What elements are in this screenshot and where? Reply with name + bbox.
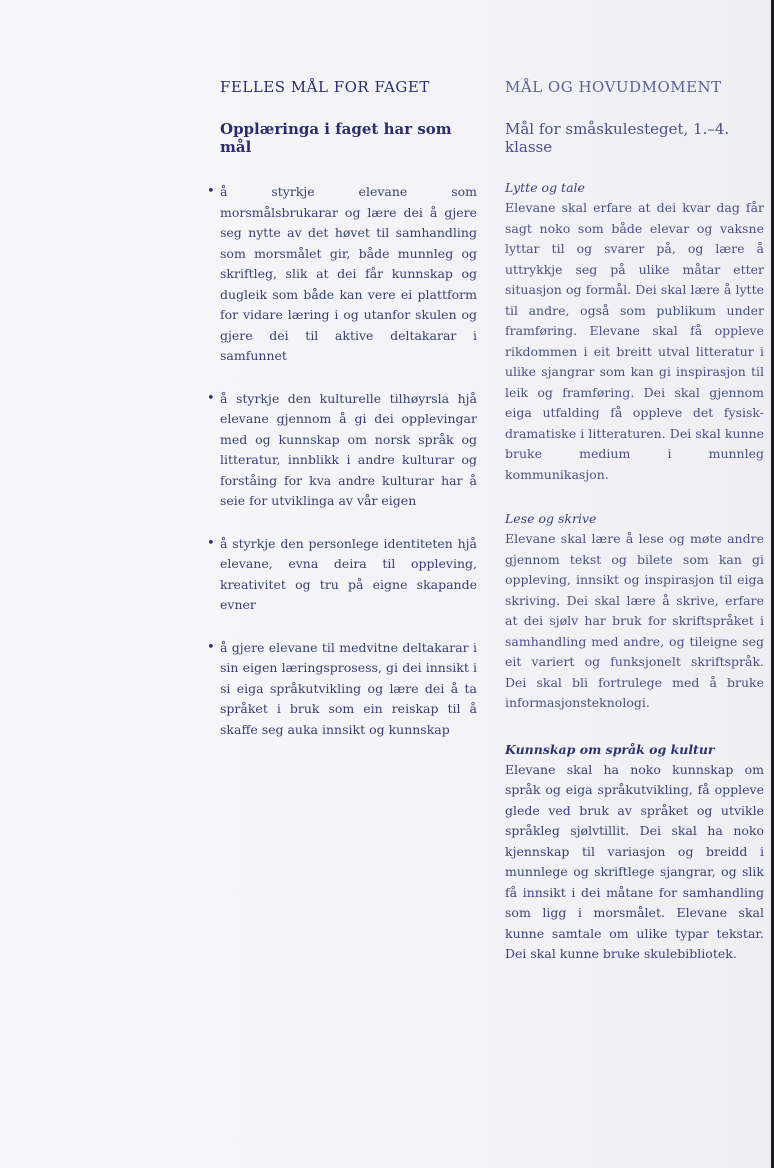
right-column [505, 78, 764, 965]
section-text: Elevane skal ha noko kunnskap om språk og eiga språkutvikling, få oppleve glede ved bruk av språket og utvikle språkleg sjølvtillit. Dei skal ha noko kjennskap til variasjon og breidd i munnlege og skriftlege sjangrar, og slik få innsikt i dei måtane for samhandling som ligg i morsmålet. Elevane skal kunne samtale om ulike typar tekstar. Dei skal kunne bruke skulebibliotek. [505, 761, 764, 961]
right-subheading: Mål for småskulesteget, 1.–4. klasse [505, 120, 730, 156]
section-text: Elevane skal erfare at dei kvar dag får sagt noko som både elevar og vaksne lyttar til og svarer på, og lære å uttrykkje seg på ulike måtar etter situasjon og formål. Dei skal lære å lytte til andre, også som publikum under framføring. Elevane skal få oppleve rikdommen i eit breitt utval litteratur i ulike sjangrar som kan gi inspirasjon til leik og framføring. Dei skal gjennom eiga utfalding få oppleve det fysisk-dramatiske i litteraturen. Dei skal kunne bruke medium i munnleg kommunikasjon. [505, 200, 764, 482]
goal-list [207, 182, 477, 740]
bullet-icon: • [207, 390, 215, 406]
section-title: Lese og skrive [505, 511, 597, 526]
left-column [207, 78, 477, 762]
goal-text: å styrkje den personlege identiteten hjå elevane, evna deira til oppleving, kreativitet og tru på eigne skapande evner [220, 535, 477, 612]
goal-text: å gjere elevane til medvitne deltakarar i sin eigen læringsprosess, gi dei innsikt i si eiga språkutvikling og lære dei å ta språket i bruk som ein reiskap til å skaffe seg auka innsikt og kunnskap [220, 639, 477, 737]
section-lytte-og-tale [505, 178, 764, 485]
goal-item [207, 638, 477, 741]
section-text: Elevane skal lære å lese og møte andre gjennom tekst og bilete som kan gi oppleving, innsikt og inspirasjon til eiga skriving. Dei skal lære å skrive, erfare at dei sjølv har bruk for skriftspråket i samhandling med andre, og tileigne seg eit variert og funksjonelt skriftspråk. Dei skal bli fortrulege med å bruke informasjonsteknologi. [505, 531, 764, 710]
section-lese-og-skrive [505, 509, 764, 714]
bullet-icon: • [207, 535, 215, 551]
section-kunnskap-om-sprak [505, 740, 764, 965]
goal-item [207, 534, 477, 616]
goal-item [207, 182, 477, 367]
section-title: Kunnskap om språk og kultur [505, 741, 715, 757]
left-subheading: Opplæringa i faget har som mål [220, 120, 452, 156]
right-heading: MÅL OG HOVUDMOMENT [505, 78, 722, 96]
bullet-icon: • [207, 639, 215, 655]
section-title: Lytte og tale [505, 180, 585, 195]
bullet-icon: • [207, 184, 215, 199]
goal-text: å styrkje elevane som morsmålsbrukarar og lære dei å gjere seg nytte av det høvet til samhandling som morsmålet gir, både munnleg og skriftleg, slik at dei får kunnskap og dugleik som både kan vere ei plattform for vidare læring i og utanfor skulen og gjere dei til aktive deltakarar i samfunnet [220, 184, 477, 363]
goal-item [207, 389, 477, 512]
goal-text: å styrkje den kulturelle tilhøyrsla hjå elevane gjennom å gi dei opplevingar med og kunnskap om norsk språk og litteratur, innblikk i andre kulturar og forståing for kva andre kulturar har å seie for utviklinga av vår eigen [220, 390, 477, 508]
left-heading: FELLES MÅL FOR FAGET [220, 78, 430, 96]
